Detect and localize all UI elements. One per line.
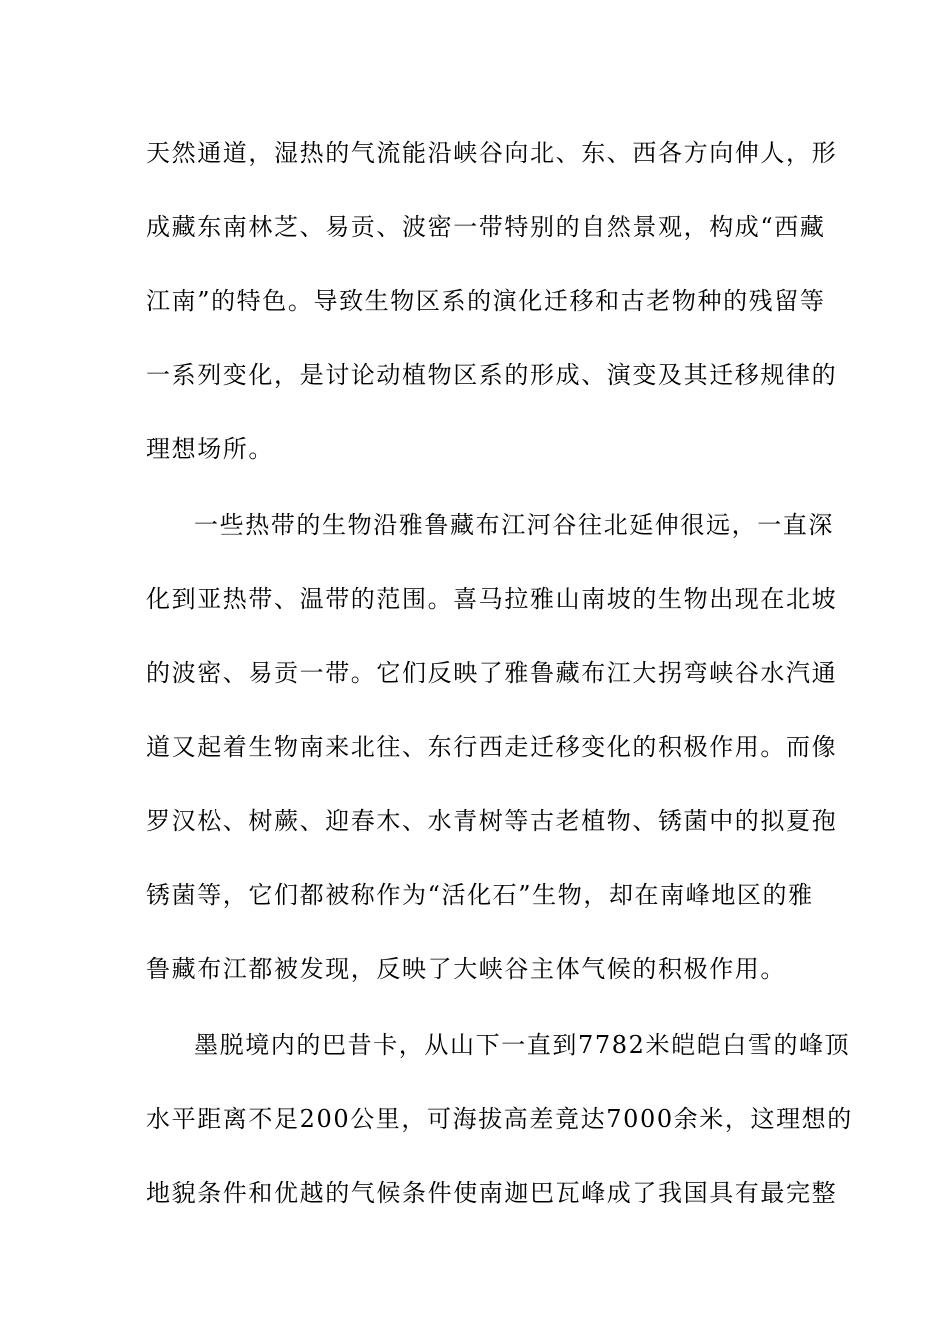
- text-line: 道又起着生物南来北往、东行西走迁移变化的积极作用。而像: [146, 733, 838, 761]
- text-line: 江南”的特色。导致生物区系的演化迁移和古老物种的残留等: [146, 287, 826, 315]
- paragraph-first-line: 墨脱境内的巴昔卡，从山下一直到7782米皑皑白雪的峰顶: [194, 1031, 851, 1059]
- text-line: 锈菌等，它们都被称作为“活化石”生物，却在南峰地区的雅: [146, 881, 814, 909]
- text-line: 罗汉松、树蕨、迎春木、水青树等古老植物、锈菌中的拟夏孢: [146, 807, 838, 835]
- paragraph-first-line: 一些热带的生物沿雅鲁藏布江河谷往北延伸很远，一直深: [194, 511, 834, 539]
- text-line: 地貌条件和优越的气候条件使南迦巴瓦峰成了我国具有最完整: [146, 1179, 838, 1207]
- text-line: 天然通道，湿热的气流能沿峡谷向北、东、西各方向伸人，形: [146, 139, 838, 167]
- text-line: 水平距离不足200公里，可海拔高差竟达7000余米，这理想的: [146, 1105, 853, 1133]
- text-line: 化到亚热带、温带的范围。喜马拉雅山南坡的生物出现在北坡: [146, 585, 838, 613]
- text-line: 理想场所。: [146, 435, 274, 463]
- text-line: 成藏东南林芝、易贡、波密一带特别的自然景观，构成“西藏: [146, 213, 826, 241]
- text-line: 一系列变化，是讨论动植物区系的形成、演变及其迁移规律的: [146, 361, 838, 389]
- text-line: 鲁藏布江都被发现，反映了大峡谷主体气候的积极作用。: [146, 955, 786, 983]
- text-line: 的波密、易贡一带。它们反映了雅鲁藏布江大拐弯峡谷水汽通: [146, 659, 838, 687]
